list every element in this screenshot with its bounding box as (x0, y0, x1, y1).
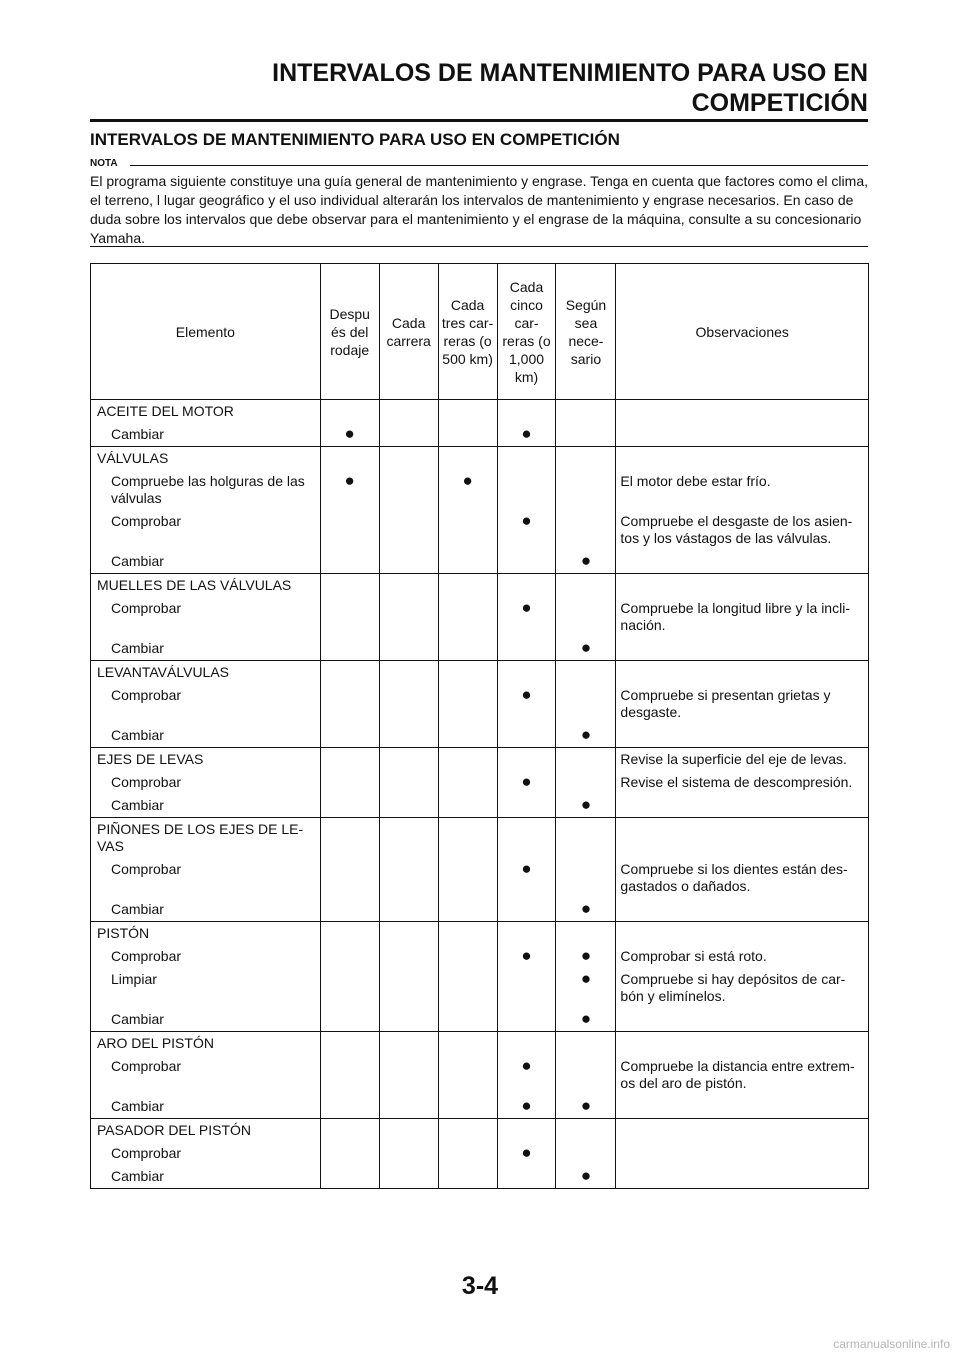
interval-cell (438, 771, 497, 794)
interval-dot-icon: ● (497, 771, 556, 794)
note-text: El programa siguiente constituye una guía general de mantenimiento y engrase. Tenga en cuenta que factores como el clima, el terreno, l lugar geográfico y el uso individual alterarán los intervalos de mantenimiento y engrase necesarios. En caso de duda sobre los intervalos que debe observar para el mantenimiento y el engrase de la máquina, consulte a su concesionario Yamaha. (90, 173, 868, 246)
interval-dot-icon: ● (320, 470, 379, 510)
table-header-row (91, 264, 869, 400)
observation-cell (616, 1095, 869, 1119)
interval-dot-icon: ● (497, 684, 556, 724)
interval-cell (379, 400, 438, 424)
interval-cell (438, 922, 497, 946)
table-row (91, 858, 869, 898)
table-row (91, 968, 869, 1008)
nota-rule (130, 165, 868, 166)
group-label: PIÑONES DE LOS EJES DE LE- VAS (91, 818, 321, 859)
interval-cell (379, 1142, 438, 1165)
table-row (91, 1095, 869, 1119)
col-header-cada-cinco: Cada cinco car- reras (o 1,000 km) (497, 264, 556, 400)
observation-cell (616, 1165, 869, 1189)
interval-cell (320, 510, 379, 550)
interval-dot-icon: ● (320, 423, 379, 447)
interval-dot-icon: ● (556, 1165, 616, 1189)
interval-cell (438, 637, 497, 661)
interval-dot-icon: ● (497, 858, 556, 898)
interval-cell (320, 447, 379, 471)
observation-cell: Revise el sistema de descompresión. (616, 771, 869, 794)
interval-cell (438, 550, 497, 574)
interval-cell (379, 1119, 438, 1143)
interval-cell (320, 945, 379, 968)
item-label: Comprobar (91, 858, 321, 898)
interval-cell (438, 1008, 497, 1032)
interval-cell (320, 597, 379, 637)
maintenance-table (90, 263, 869, 1189)
interval-cell (438, 597, 497, 637)
table-group-row (91, 661, 869, 685)
interval-cell (556, 858, 616, 898)
item-label: Comprobar (91, 1055, 321, 1095)
interval-cell (438, 423, 497, 447)
interval-cell (379, 423, 438, 447)
table-row (91, 1008, 869, 1032)
interval-cell (379, 1095, 438, 1119)
observation-cell (616, 637, 869, 661)
item-label: Cambiar (91, 794, 321, 818)
interval-cell (438, 1142, 497, 1165)
group-label: EJES DE LEVAS (91, 748, 321, 772)
observation-cell: Comprobar si está roto. (616, 945, 869, 968)
interval-cell (379, 447, 438, 471)
interval-dot-icon: ● (497, 423, 556, 447)
watermark: carmanualsonline.info (833, 1337, 950, 1351)
interval-cell (379, 945, 438, 968)
interval-cell (320, 1095, 379, 1119)
interval-cell (438, 898, 497, 922)
observation-cell (616, 447, 869, 471)
observation-cell: Compruebe si hay depósitos de car- bón y elimínelos. (616, 968, 869, 1008)
observation-cell: Revise la superficie del eje de levas. (616, 748, 869, 772)
observation-cell (616, 922, 869, 946)
interval-cell (320, 661, 379, 685)
item-label: Cambiar (91, 1165, 321, 1189)
interval-cell (320, 1119, 379, 1143)
item-label: Cambiar (91, 898, 321, 922)
interval-cell (497, 794, 556, 818)
table-group-row (91, 447, 869, 471)
interval-cell (438, 818, 497, 859)
item-label: Cambiar (91, 637, 321, 661)
observation-cell (616, 661, 869, 685)
observation-cell (616, 400, 869, 424)
interval-dot-icon: ● (556, 898, 616, 922)
table-row (91, 898, 869, 922)
group-label: PISTÓN (91, 922, 321, 946)
interval-cell (497, 748, 556, 772)
interval-cell (497, 922, 556, 946)
note-rule (90, 246, 868, 247)
interval-cell (379, 1165, 438, 1189)
interval-cell (438, 1119, 497, 1143)
observation-cell (616, 1032, 869, 1056)
interval-cell (438, 447, 497, 471)
interval-cell (497, 1119, 556, 1143)
interval-cell (379, 724, 438, 748)
interval-cell (379, 684, 438, 724)
interval-cell (320, 724, 379, 748)
interval-cell (438, 794, 497, 818)
interval-cell (379, 794, 438, 818)
table-row (91, 794, 869, 818)
table-row (91, 771, 869, 794)
interval-cell (438, 400, 497, 424)
interval-cell (438, 945, 497, 968)
interval-cell (379, 771, 438, 794)
observation-cell (616, 550, 869, 574)
interval-cell (379, 1032, 438, 1056)
table-group-row (91, 1119, 869, 1143)
table-body (91, 400, 869, 1189)
interval-cell (379, 637, 438, 661)
interval-cell (320, 1055, 379, 1095)
interval-cell (438, 748, 497, 772)
interval-cell (497, 1165, 556, 1189)
interval-cell (556, 574, 616, 598)
item-label: Cambiar (91, 724, 321, 748)
observation-cell: Compruebe si los dientes están des- gastados o dañados. (616, 858, 869, 898)
interval-cell (379, 748, 438, 772)
interval-cell (556, 1032, 616, 1056)
interval-cell (320, 968, 379, 1008)
page-number: 3-4 (461, 1272, 499, 1300)
interval-cell (556, 400, 616, 424)
interval-cell (438, 858, 497, 898)
observation-cell (616, 898, 869, 922)
interval-cell (438, 1032, 497, 1056)
interval-dot-icon: ● (497, 945, 556, 968)
nota-bar (90, 158, 868, 172)
interval-cell (497, 661, 556, 685)
interval-cell (379, 574, 438, 598)
interval-cell (320, 1165, 379, 1189)
item-label: Cambiar (91, 1008, 321, 1032)
interval-cell (556, 597, 616, 637)
interval-cell (320, 922, 379, 946)
observation-cell (616, 1119, 869, 1143)
col-header-despues-rodaje: Despu és del rodaje (320, 264, 379, 400)
interval-cell (556, 771, 616, 794)
header-rule (90, 119, 868, 122)
interval-cell (556, 922, 616, 946)
interval-cell (320, 1008, 379, 1032)
interval-cell (497, 1008, 556, 1032)
interval-cell (438, 574, 497, 598)
table-row (91, 1142, 869, 1165)
interval-cell (438, 1055, 497, 1095)
interval-cell (497, 898, 556, 922)
table-row (91, 423, 869, 447)
nota-label: NOTA (90, 158, 122, 169)
interval-cell (497, 574, 556, 598)
interval-cell (320, 794, 379, 818)
col-header-elemento: Elemento (91, 264, 321, 400)
item-label: Cambiar (91, 550, 321, 574)
header-title-line1: INTERVALOS DE MANTENIMIENTO PARA USO EN (272, 59, 868, 87)
table-row (91, 724, 869, 748)
interval-cell (497, 400, 556, 424)
interval-cell (556, 447, 616, 471)
item-label: Comprobar (91, 510, 321, 550)
interval-dot-icon: ● (556, 1095, 616, 1119)
interval-cell (438, 724, 497, 748)
interval-cell (320, 818, 379, 859)
interval-cell (379, 922, 438, 946)
col-header-observaciones: Observaciones (616, 264, 869, 400)
group-label: VÁLVULAS (91, 447, 321, 471)
item-label: Comprobar (91, 597, 321, 637)
observation-cell: Compruebe la distancia entre extrem- os del aro de pistón. (616, 1055, 869, 1095)
interval-cell (320, 1142, 379, 1165)
table-row (91, 550, 869, 574)
group-label: ARO DEL PISTÓN (91, 1032, 321, 1056)
interval-cell (379, 1008, 438, 1032)
observation-cell (616, 818, 869, 859)
interval-cell (438, 1165, 497, 1189)
interval-cell (556, 684, 616, 724)
interval-cell (320, 400, 379, 424)
interval-cell (556, 423, 616, 447)
table-group-row (91, 1032, 869, 1056)
interval-dot-icon: ● (438, 470, 497, 510)
observation-cell: Compruebe la longitud libre y la incli- nación. (616, 597, 869, 637)
interval-dot-icon: ● (556, 1008, 616, 1032)
interval-cell (438, 684, 497, 724)
interval-cell (556, 1119, 616, 1143)
table-row (91, 510, 869, 550)
interval-cell (320, 748, 379, 772)
interval-cell (320, 684, 379, 724)
interval-cell (556, 661, 616, 685)
interval-cell (497, 1032, 556, 1056)
item-label: Limpiar (91, 968, 321, 1008)
interval-cell (320, 771, 379, 794)
interval-dot-icon: ● (556, 945, 616, 968)
table-group-row (91, 922, 869, 946)
interval-cell (497, 470, 556, 510)
observation-cell: Compruebe si presentan grietas y desgaste. (616, 684, 869, 724)
interval-dot-icon: ● (556, 968, 616, 1008)
table-row (91, 637, 869, 661)
item-label: Comprobar (91, 1142, 321, 1165)
interval-dot-icon: ● (497, 1095, 556, 1119)
group-label: LEVANTAVÁLVULAS (91, 661, 321, 685)
interval-cell (556, 470, 616, 510)
interval-cell (497, 818, 556, 859)
interval-cell (438, 510, 497, 550)
interval-cell (379, 858, 438, 898)
table-row (91, 470, 869, 510)
item-label: Comprobar (91, 684, 321, 724)
page-header (272, 58, 868, 118)
interval-cell (556, 510, 616, 550)
interval-cell (379, 818, 438, 859)
interval-cell (379, 898, 438, 922)
interval-dot-icon: ● (556, 550, 616, 574)
interval-cell (556, 748, 616, 772)
item-label: Cambiar (91, 1095, 321, 1119)
interval-cell (320, 858, 379, 898)
col-header-cada-carrera: Cada carrera (379, 264, 438, 400)
interval-cell (320, 637, 379, 661)
interval-cell (556, 1142, 616, 1165)
section-title: INTERVALOS DE MANTENIMIENTO PARA USO EN COMPETICIÓN (90, 130, 620, 149)
interval-cell (379, 470, 438, 510)
table-row (91, 1165, 869, 1189)
group-label: PASADOR DEL PISTÓN (91, 1119, 321, 1143)
interval-cell (379, 661, 438, 685)
table-group-row (91, 574, 869, 598)
interval-cell (556, 1055, 616, 1095)
table-row (91, 597, 869, 637)
table-group-row (91, 400, 869, 424)
interval-dot-icon: ● (497, 1055, 556, 1095)
observation-cell (616, 574, 869, 598)
interval-cell (556, 818, 616, 859)
group-label: MUELLES DE LAS VÁLVULAS (91, 574, 321, 598)
interval-cell (379, 597, 438, 637)
interval-cell (438, 1095, 497, 1119)
interval-dot-icon: ● (556, 794, 616, 818)
item-label: Compruebe las holguras de las válvulas (91, 470, 321, 510)
interval-cell (379, 550, 438, 574)
observation-cell (616, 1008, 869, 1032)
observation-cell (616, 794, 869, 818)
item-label: Cambiar (91, 423, 321, 447)
interval-cell (497, 447, 556, 471)
interval-cell (379, 968, 438, 1008)
interval-cell (320, 574, 379, 598)
group-label: ACEITE DEL MOTOR (91, 400, 321, 424)
header-title-line2: COMPETICIÓN (691, 89, 868, 117)
interval-cell (379, 1055, 438, 1095)
interval-dot-icon: ● (497, 1142, 556, 1165)
interval-cell (438, 661, 497, 685)
interval-cell (438, 968, 497, 1008)
observation-cell (616, 724, 869, 748)
interval-cell (320, 1032, 379, 1056)
table-row (91, 945, 869, 968)
interval-dot-icon: ● (497, 597, 556, 637)
interval-dot-icon: ● (556, 637, 616, 661)
table-group-row (91, 748, 869, 772)
table-row (91, 684, 869, 724)
col-header-segun-sea: Según sea nece- sario (556, 264, 616, 400)
observation-cell (616, 423, 869, 447)
interval-cell (320, 898, 379, 922)
interval-cell (497, 637, 556, 661)
interval-cell (497, 724, 556, 748)
item-label: Comprobar (91, 945, 321, 968)
interval-cell (497, 550, 556, 574)
interval-cell (320, 550, 379, 574)
interval-dot-icon: ● (497, 510, 556, 550)
interval-dot-icon: ● (556, 724, 616, 748)
observation-cell (616, 1142, 869, 1165)
table-group-row (91, 818, 869, 859)
observation-cell: Compruebe el desgaste de los asien- tos y los vástagos de las válvulas. (616, 510, 869, 550)
observation-cell: El motor debe estar frío. (616, 470, 869, 510)
interval-cell (379, 510, 438, 550)
interval-cell (497, 968, 556, 1008)
item-label: Comprobar (91, 771, 321, 794)
col-header-cada-tres: Cada tres car- reras (o 500 km) (438, 264, 497, 400)
table-row (91, 1055, 869, 1095)
